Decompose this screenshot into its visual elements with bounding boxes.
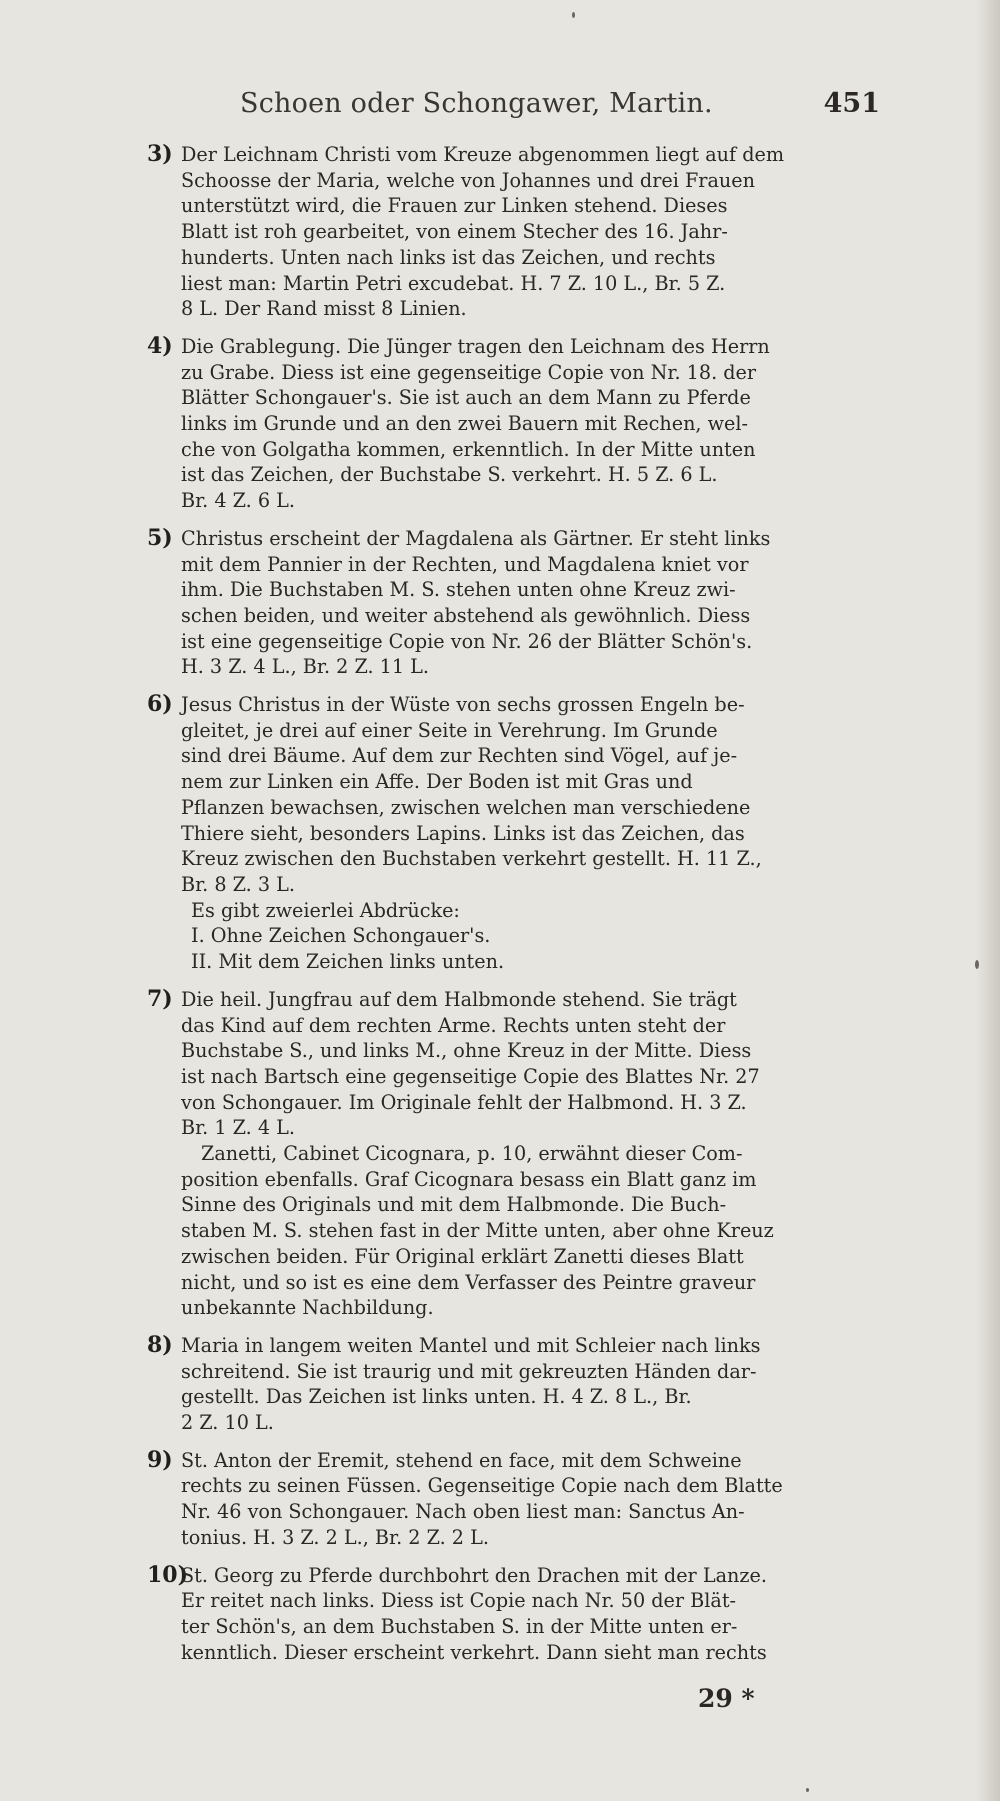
entry-sub-line: Es gibt zweierlei Abdrücke:	[191, 898, 460, 922]
entry-line: schreitend. Sie ist traurig und mit gekreuzten Händen dar-	[181, 1359, 757, 1383]
entry-line: che von Golgatha kommen, erkenntlich. In der Mitte unten	[181, 437, 756, 461]
catalogue-entry	[147, 142, 907, 322]
entry-line: zu Grabe. Diess ist eine gegenseitige Copie von Nr. 18. der	[181, 360, 757, 384]
entry-sub-line: I. Ohne Zeichen Schongauer's.	[191, 924, 491, 948]
catalogue-entry	[147, 692, 907, 975]
catalogue-entry	[147, 987, 907, 1321]
entry-line: liest man: Martin Petri excudebat. H. 7 Z. 10 L., Br. 5 Z.	[181, 271, 726, 295]
entry-note-line: staben M. S. stehen fast in der Mitte unten, aber ohne Kreuz	[181, 1219, 774, 1243]
entry-line: gestellt. Das Zeichen ist links unten. H. 4 Z. 8 L., Br.	[181, 1385, 692, 1409]
entry-note-line: Sinne des Originals und mit dem Halbmonde. Die Buch-	[181, 1193, 727, 1217]
entry-line: mit dem Pannier in der Rechten, und Magdalena kniet vor	[181, 552, 749, 576]
entry-first-line	[147, 526, 907, 552]
entry-line: Nr. 46 von Schongauer. Nach oben liest man: Sanctus An-	[181, 1500, 745, 1524]
entry-line: Br. 4 Z. 6 L.	[181, 489, 296, 513]
entry-line: ist eine gegenseitige Copie von Nr. 26 der Blätter Schön's.	[181, 629, 753, 653]
entry-line: unterstützt wird, die Frauen zur Linken stehend. Dieses	[181, 194, 728, 218]
entry-line: tonius. H. 3 Z. 2 L., Br. 2 Z. 2 L.	[181, 1525, 489, 1549]
entry-line: rechts zu seinen Füssen. Gegenseitige Copie nach dem Blatte	[181, 1474, 783, 1498]
catalogue-entries	[147, 142, 907, 1677]
entry-line: ihm. Die Buchstaben M. S. stehen unten ohne Kreuz zwi-	[181, 578, 736, 602]
entry-line: ter Schön's, an dem Buchstaben S. in der Mitte unten er-	[181, 1614, 738, 1638]
entry-note-line: unbekannte Nachbildung.	[181, 1296, 434, 1320]
entry-line-text: Die Grablegung. Die Jünger tragen den Leichnam des Herrn	[181, 334, 770, 358]
entry-line: gleitet, je drei auf einer Seite in Verehrung. Im Grunde	[181, 718, 718, 742]
entry-line: Br. 1 Z. 4 L.	[181, 1116, 296, 1140]
entry-first-line	[147, 334, 907, 360]
entry-line-text: Christus erscheint der Magdalena als Gärtner. Er steht links	[181, 526, 771, 550]
entry-line: das Kind auf dem rechten Arme. Rechts unten steht der	[181, 1013, 726, 1037]
entry-first-line	[147, 987, 907, 1013]
entry-line-text: St. Anton der Eremit, stehend en face, mit dem Schweine	[181, 1448, 742, 1472]
entry-first-line	[147, 1563, 907, 1589]
entry-line-text: Die heil. Jungfrau auf dem Halbmonde stehend. Sie trägt	[181, 987, 737, 1011]
page-header	[240, 88, 880, 138]
catalogue-entry	[147, 1563, 907, 1666]
entry-line: ist nach Bartsch eine gegenseitige Copie des Blattes Nr. 27	[181, 1064, 760, 1088]
paper-speck	[806, 1788, 809, 1792]
entry-number: 8)	[147, 1331, 173, 1358]
entry-line: 8 L. Der Rand misst 8 Linien.	[181, 297, 467, 321]
entry-sub-line: II. Mit dem Zeichen links unten.	[191, 950, 505, 974]
entry-number: 3)	[147, 141, 173, 167]
entry-line: Br. 8 Z. 3 L.	[181, 872, 296, 896]
entry-number: 10)	[147, 1561, 189, 1588]
entry-line: links im Grunde und an den zwei Bauern mit Rechen, wel-	[181, 412, 749, 436]
entry-line: von Schongauer. Im Originale fehlt der Halbmond. H. 3 Z.	[181, 1090, 747, 1114]
running-title: Schoen oder Schongawer, Martin.	[240, 88, 713, 119]
entry-number: 4)	[147, 332, 173, 359]
printer-signature: 29 *	[698, 1684, 755, 1713]
entry-first-line	[147, 142, 907, 168]
entry-line: nem zur Linken ein Affe. Der Boden ist mit Gras und	[181, 770, 693, 794]
entry-note-line: zwischen beiden. Für Original erklärt Zanetti dieses Blatt	[181, 1244, 744, 1268]
entry-line-text: St. Georg zu Pferde durchbohrt den Drachen mit der Lanze.	[181, 1563, 767, 1587]
entry-note-line: Zanetti, Cabinet Cicognara, p. 10, erwähnt dieser Com-	[201, 1142, 743, 1166]
entry-line: hunderts. Unten nach links ist das Zeichen, und rechts	[181, 245, 716, 269]
entry-number: 5)	[147, 524, 173, 551]
entry-note-line: nicht, und so ist es eine dem Verfasser des Peintre graveur	[181, 1270, 756, 1294]
entry-line: schen beiden, und weiter abstehend als gewöhnlich. Diess	[181, 603, 751, 627]
entry-line: sind drei Bäume. Auf dem zur Rechten sind Vögel, auf je-	[181, 744, 738, 768]
entry-first-line	[147, 692, 907, 718]
entry-line-text: Maria in langem weiten Mantel und mit Schleier nach links	[181, 1333, 761, 1357]
entry-number: 6)	[147, 691, 173, 718]
entry-line-text: Der Leichnam Christi vom Kreuze abgenommen liegt auf dem	[181, 143, 785, 166]
entry-line: Kreuz zwischen den Buchstaben verkehrt gestellt. H. 11 Z.,	[181, 847, 762, 871]
entry-line: Er reitet nach links. Diess ist Copie nach Nr. 50 der Blät-	[181, 1589, 737, 1613]
paper-speck	[572, 12, 575, 18]
entry-first-line	[147, 1448, 907, 1474]
catalogue-entry	[147, 1448, 907, 1551]
entry-number: 9)	[147, 1446, 173, 1473]
entry-line: Blatt ist roh gearbeitet, von einem Stecher des 16. Jahr-	[181, 220, 728, 244]
entry-line: Thiere sieht, besonders Lapins. Links ist das Zeichen, das	[181, 821, 745, 845]
entry-line: H. 3 Z. 4 L., Br. 2 Z. 11 L.	[181, 655, 429, 679]
entry-line: Pflanzen bewachsen, zwischen welchen man verschiedene	[181, 795, 751, 819]
entry-line: Buchstabe S., und links M., ohne Kreuz in der Mitte. Diess	[181, 1039, 752, 1063]
entry-line: Blätter Schongauer's. Sie ist auch an dem Mann zu Pferde	[181, 386, 751, 410]
entry-line-text: Jesus Christus in der Wüste von sechs grossen Engeln be-	[181, 693, 745, 717]
entry-line: kenntlich. Dieser erscheint verkehrt. Dann sieht man rechts	[181, 1640, 767, 1664]
entry-first-line	[147, 1333, 907, 1359]
entry-line: ist das Zeichen, der Buchstabe S. verkehrt. H. 5 Z. 6 L.	[181, 463, 718, 487]
catalogue-entry	[147, 334, 907, 514]
catalogue-entry	[147, 1333, 907, 1436]
entry-line: Schoosse der Maria, welche von Johannes und drei Frauen	[181, 168, 755, 192]
entry-number: 7)	[147, 985, 173, 1012]
page-number: 451	[823, 88, 880, 119]
catalogue-entry	[147, 526, 907, 680]
entry-note-line: position ebenfalls. Graf Cicognara besass ein Blatt ganz im	[181, 1167, 757, 1191]
entry-line: 2 Z. 10 L.	[181, 1411, 274, 1435]
paper-speck	[975, 960, 979, 969]
